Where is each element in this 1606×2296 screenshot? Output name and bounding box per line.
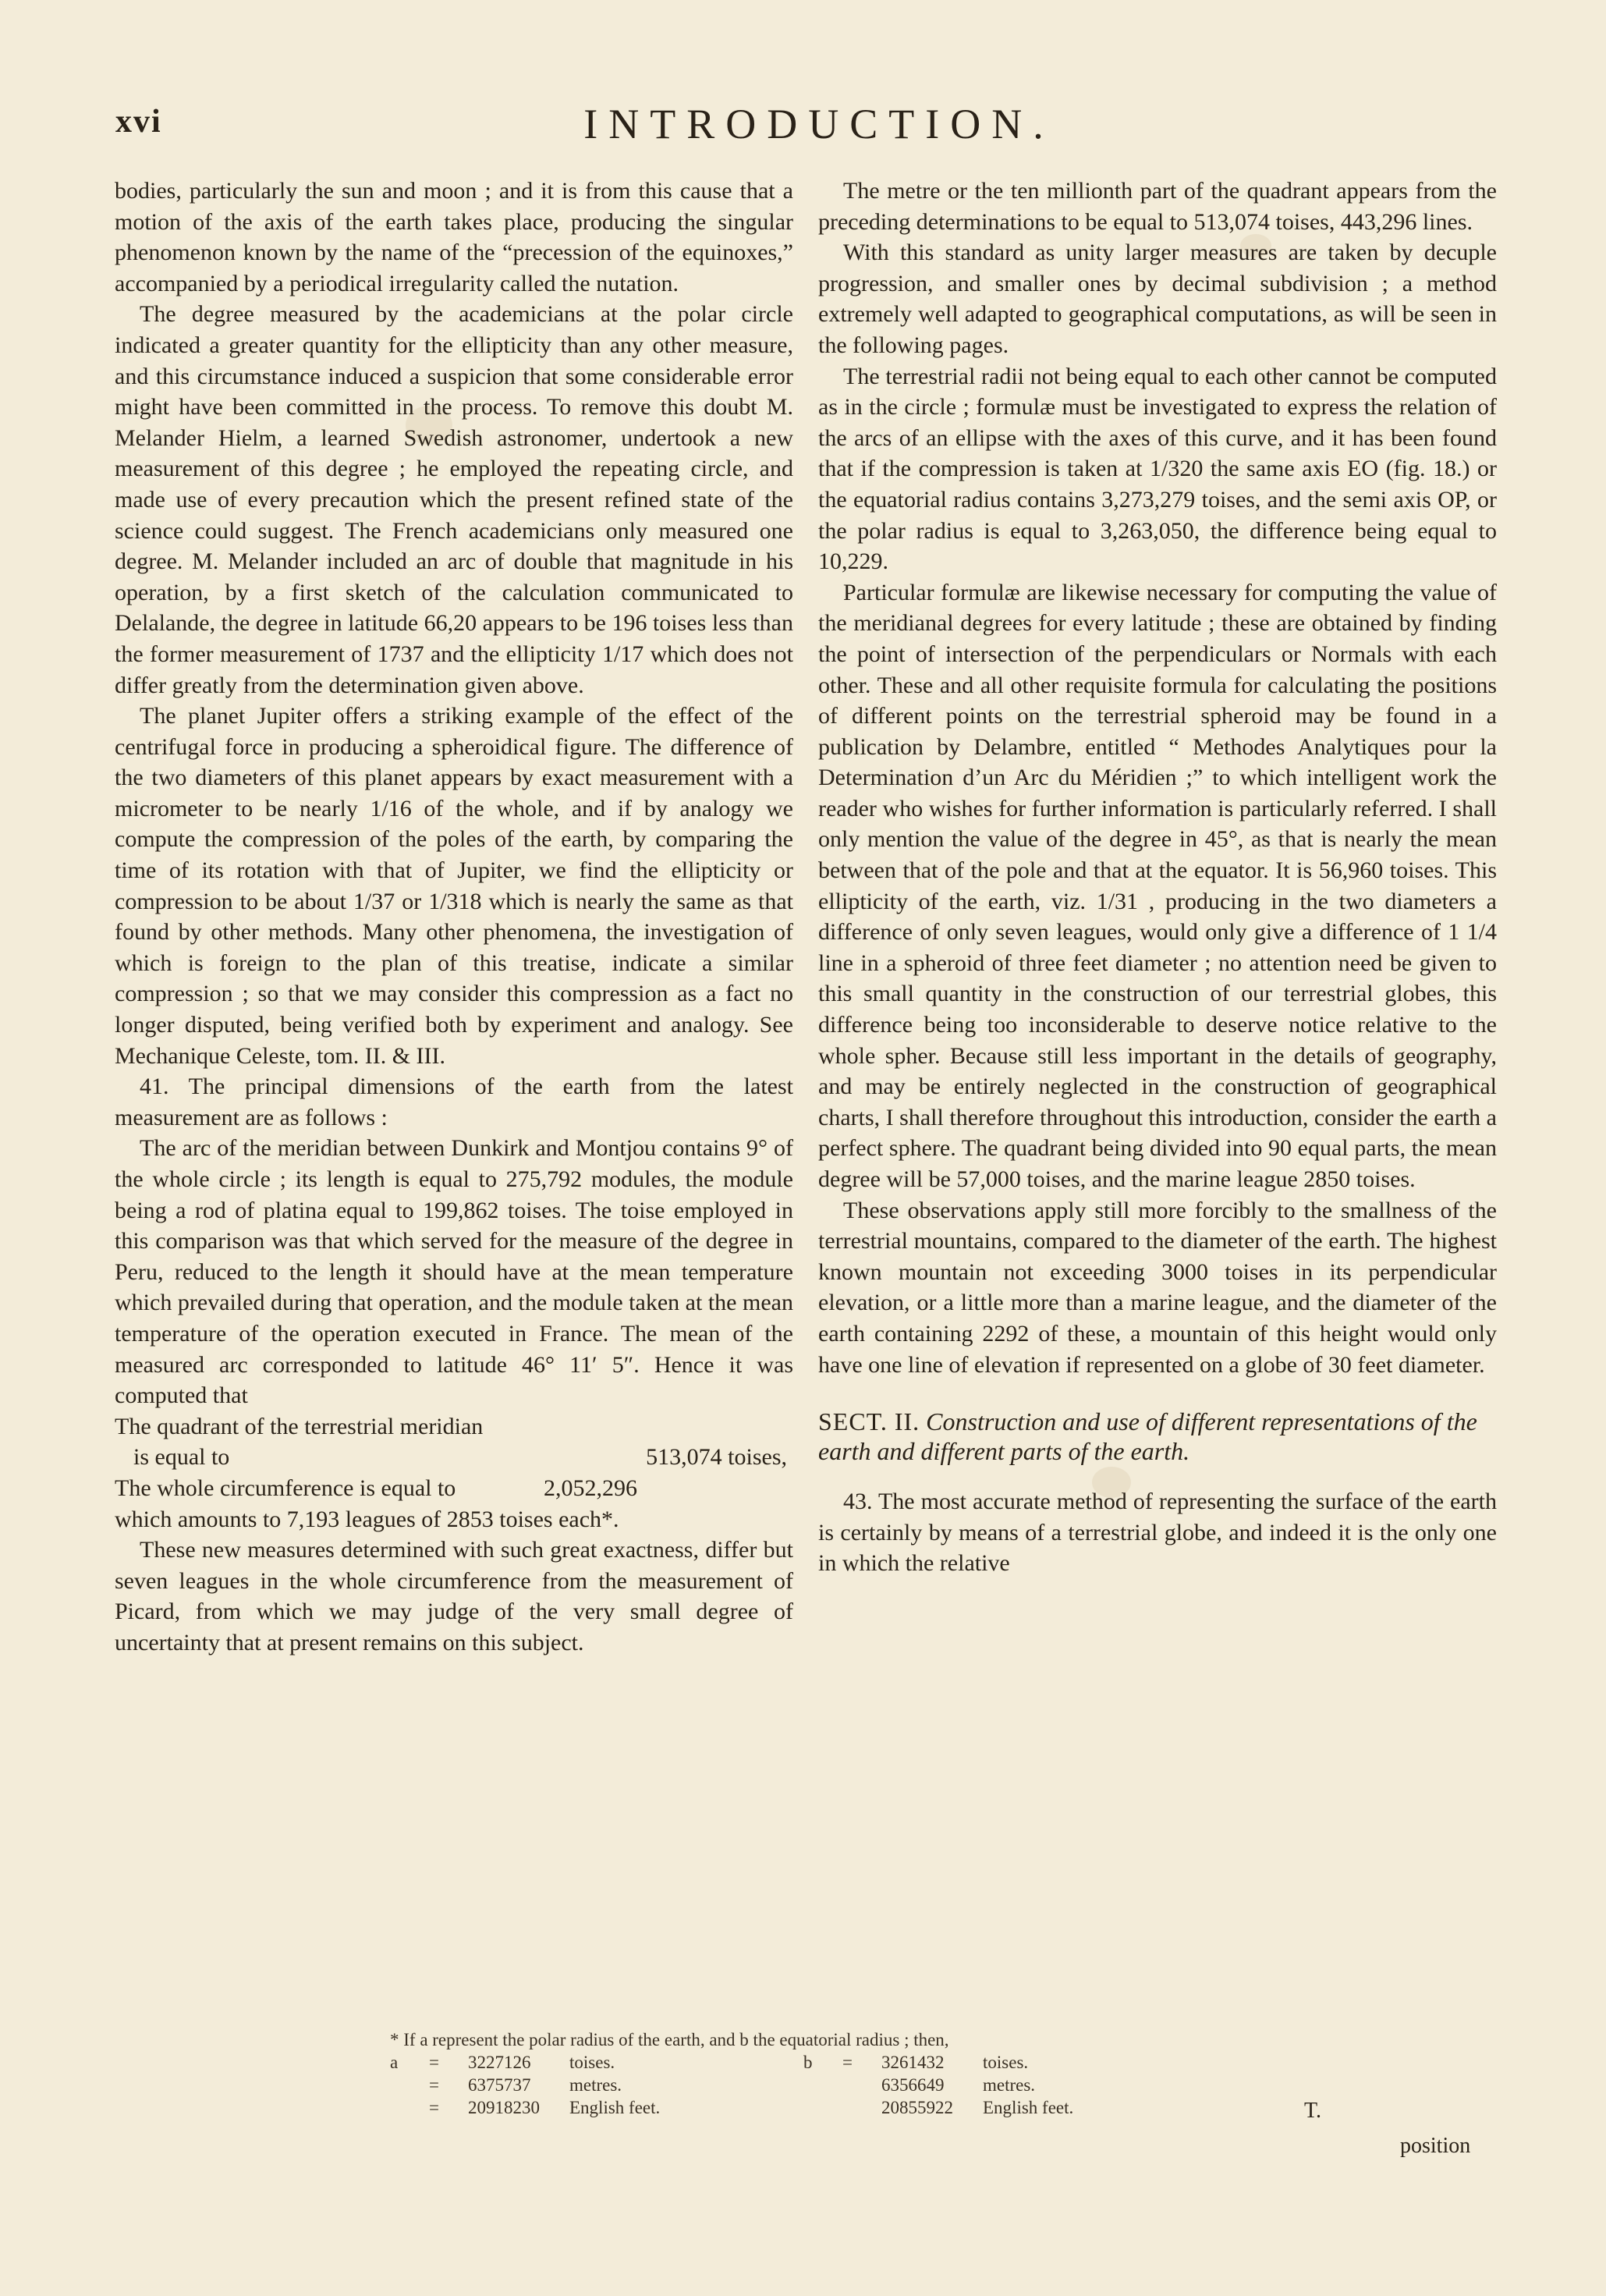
dim-label: The whole circumference is equal to (115, 1474, 456, 1501)
dim-circumference (115, 1473, 793, 1504)
footnote-value: 3261432 (881, 2053, 945, 2072)
paragraph: The degree measured by the academicians at the polar circle indicated a greater quantity for the ellipticity than any other measure, and this circumstance induced a suspicion that some considerable error might have been committed in the process. To remove this doubt M. Melander Hielm, a learned Swedish astronomer, undertook a new measurement of this degree ; he employed the repeating circle, and made use of every precaution which the present refined state of the science could suggest. The French academicians only measured one degree. M. Melander included an arc of double that magnitude in his operation, by a first sketch of the calculation communicated to Delalande, the degree in latitude 66,20 appears to be 196 toises less than the former measurement of 1737 and the ellipticity 1/17 which does not differ greatly from the determination given above. (115, 301, 793, 698)
dim-leagues (115, 1504, 793, 1535)
paragraph: bodies, particularly the sun and moon ; and it is from this cause that a motion of the axis of the earth takes place, producing the singular phenomenon known by the name of the “precession of the equinoxes,” accompanied by a periodical irregularity called the nutation. (115, 178, 793, 296)
signature-mark: T. (1304, 2099, 1322, 2123)
section-heading (818, 1407, 1497, 1466)
dimensions-table (115, 1411, 793, 1535)
paragraph: With this standard as unity larger measures are taken by decuple progression, and smaller ones by decimal subdivision ; a method extremely well adapted to geographical computations, as will be seen in the following pages. (818, 240, 1497, 358)
dim-quadrant (115, 1442, 793, 1473)
dim-label: which amounts to 7,193 leagues of 2853 toises each*. (115, 1506, 619, 1532)
folio-number: xvi (115, 104, 162, 140)
paragraph: The metre or the ten millionth part of the quadrant appears from the preceding determinations to be equal to 513,074 toises, 443,296 lines. (818, 178, 1497, 235)
footnote-eq: = (429, 2053, 439, 2072)
running-head: INTRODUCTION. (583, 101, 1055, 147)
paragraph: The planet Jupiter offers a striking example of the effect of the centrifugal force in producing a spheroidical figure. The difference of the two diameters of this planet appears by exact measurement with a micrometer to be nearly 1/16 of the whole, and if by analogy we compute the compression of the poles of the earth, by comparing the time of its rotation with that of Jupiter, we find the ellipticity or compression to be about 1/37 or 1/318 which is nearly the same as that found by other methods. Many other phenomena, the investigation of which is foreign to the plan of this treatise, indicate a similar compression ; so that we may consider this compression as a fact no longer disputed, being verified both by experiment and analogy. See Mechanique Celeste, tom. II. & III. (115, 703, 793, 1069)
section-number: SECT. II. (818, 1407, 920, 1436)
footnote-unit: metres. (983, 2075, 1036, 2095)
footnote-unit: toises. (983, 2053, 1029, 2072)
footnote-unit: English feet. (983, 2098, 1074, 2117)
section-title: Construction and use of different representations of the earth and different parts of the earth. (818, 1407, 1477, 1466)
paragraph: The arc of the meridian between Dunkirk and Montjou contains 9° of the whole circle ; its length is equal to 275,792 modules, the module being a rod of platina equal to 199,862 toises. The toise employed in this comparison was that which served for the measure of the degree in Peru, reduced to the length it should have at the mean temperature which prevailed during that operation, and the module taken at the mean temperature of the operation executed in France. The mean of the measured arc corresponded to latitude 46° 11′ 5″. Hence it was computed that (115, 1135, 793, 1409)
dim-value: 513,074 toises, (646, 1444, 787, 1471)
paragraph: These observations apply still more forcibly to the smallness of the terrestrial mountains, compared to the diameter of the earth. The highest known mountain not exceeding 3000 toises in its perpendicular elevation, or a little more than a marine league, and the diameter of the earth containing 2292 of these, a mountain of this height would only have one line of elevation if represented on a globe of 30 feet diameter. (818, 1197, 1497, 1378)
right-column (818, 176, 1497, 1579)
dim-label: The quadrant of the terrestrial meridian (115, 1413, 484, 1439)
footnote-unit: English feet. (569, 2098, 661, 2117)
footnote-eq: = (429, 2098, 439, 2117)
footnote-value: 6375737 (468, 2075, 531, 2095)
paragraph: 41. The principal dimensions of the earth from the latest measurement are as follows : (115, 1073, 793, 1130)
footnote-value: 3227126 (468, 2053, 531, 2072)
left-column (115, 176, 793, 1659)
footnote-value: 20918230 (468, 2098, 540, 2117)
footnote-eq: = (429, 2075, 439, 2095)
paragraph: Particular formulæ are likewise necessary for computing the value of the meridianal degrees for every latitude ; these are obtained by finding the point of intersection of the perpendiculars or Normals with each other. These and all other requisite formula for calculating the positions of different points on the terrestrial spheroid may be found in a publication by Delambre, entitled “ Methodes Analytiques pour la Determination d’un Arc du Méridien ;” to which intelligent work the reader who wishes for further information is particularly referred. I shall only mention the value of the degree in 45°, as that is nearly the mean between that of the pole and that at the equator. It is 56,960 toises. This ellipticity of the earth, viz. 1/31 , producing in the two diameters a difference of only seven leagues, would only give a difference of 1 1/4 line in a spheroid of three feet diameter ; no attention need be given to this small quantity in the construction of our terrestrial globes, this difference being too inconsiderable to deserve notice relative to the whole spher. Because still less important in the details of geography, and may be entirely neglected in the construction of geographical charts, I shall therefore throughout this introduction, consider the earth a perfect sphere. The quadrant being divided into 90 equal parts, the mean degree will be 57,000 toises, and the marine league 2850 toises. (818, 579, 1497, 1192)
dim-value: 2,052,296 (544, 1474, 637, 1501)
paragraph: These new measures determined with such great exactness, differ but seven leagues in the whole circumference from the measurement of Picard, from which we may judge of the very small degree of uncertainty that at present remains on this subject. (115, 1537, 793, 1655)
dim-label: is equal to (133, 1444, 230, 1471)
footnote-unit: metres. (569, 2075, 622, 2095)
footnote-value: 20855922 (881, 2098, 953, 2117)
footnote-row (390, 2051, 1498, 2074)
footnote-label-b: b (803, 2053, 813, 2072)
footnote-eq: = (842, 2053, 853, 2072)
catchword: position (1400, 2134, 1471, 2158)
paragraph: 43. The most accurate method of representing the surface of the earth is certainly by means of a terrestrial globe, and indeed it is the only one in which the relative (818, 1489, 1497, 1577)
footnote (390, 2028, 1498, 2119)
paragraph: The terrestrial radii not being equal to each other cannot be computed as in the circle ; formulæ must be investigated to express the relation of the arcs of an ellipse with the axes of this curve, and it has been found that if the compression is taken at 1/320 the same axis EO (fig. 18.) or the equatorial radius contains 3,273,279 toises, and the semi axis OP, or the polar radius is equal to 3,263,050, the difference being equal to 10,229. (818, 363, 1497, 575)
footnote-intro: * If a represent the polar radius of the earth, and b the equatorial radius ; then, (390, 2030, 949, 2049)
footnote-value: 6356649 (881, 2075, 945, 2095)
dim-quadrant-label (115, 1411, 793, 1443)
footnote-row (390, 2074, 1498, 2096)
footnote-label-a: a (390, 2053, 399, 2072)
footnote-unit: toises. (569, 2053, 615, 2072)
footnote-row (390, 2096, 1498, 2119)
